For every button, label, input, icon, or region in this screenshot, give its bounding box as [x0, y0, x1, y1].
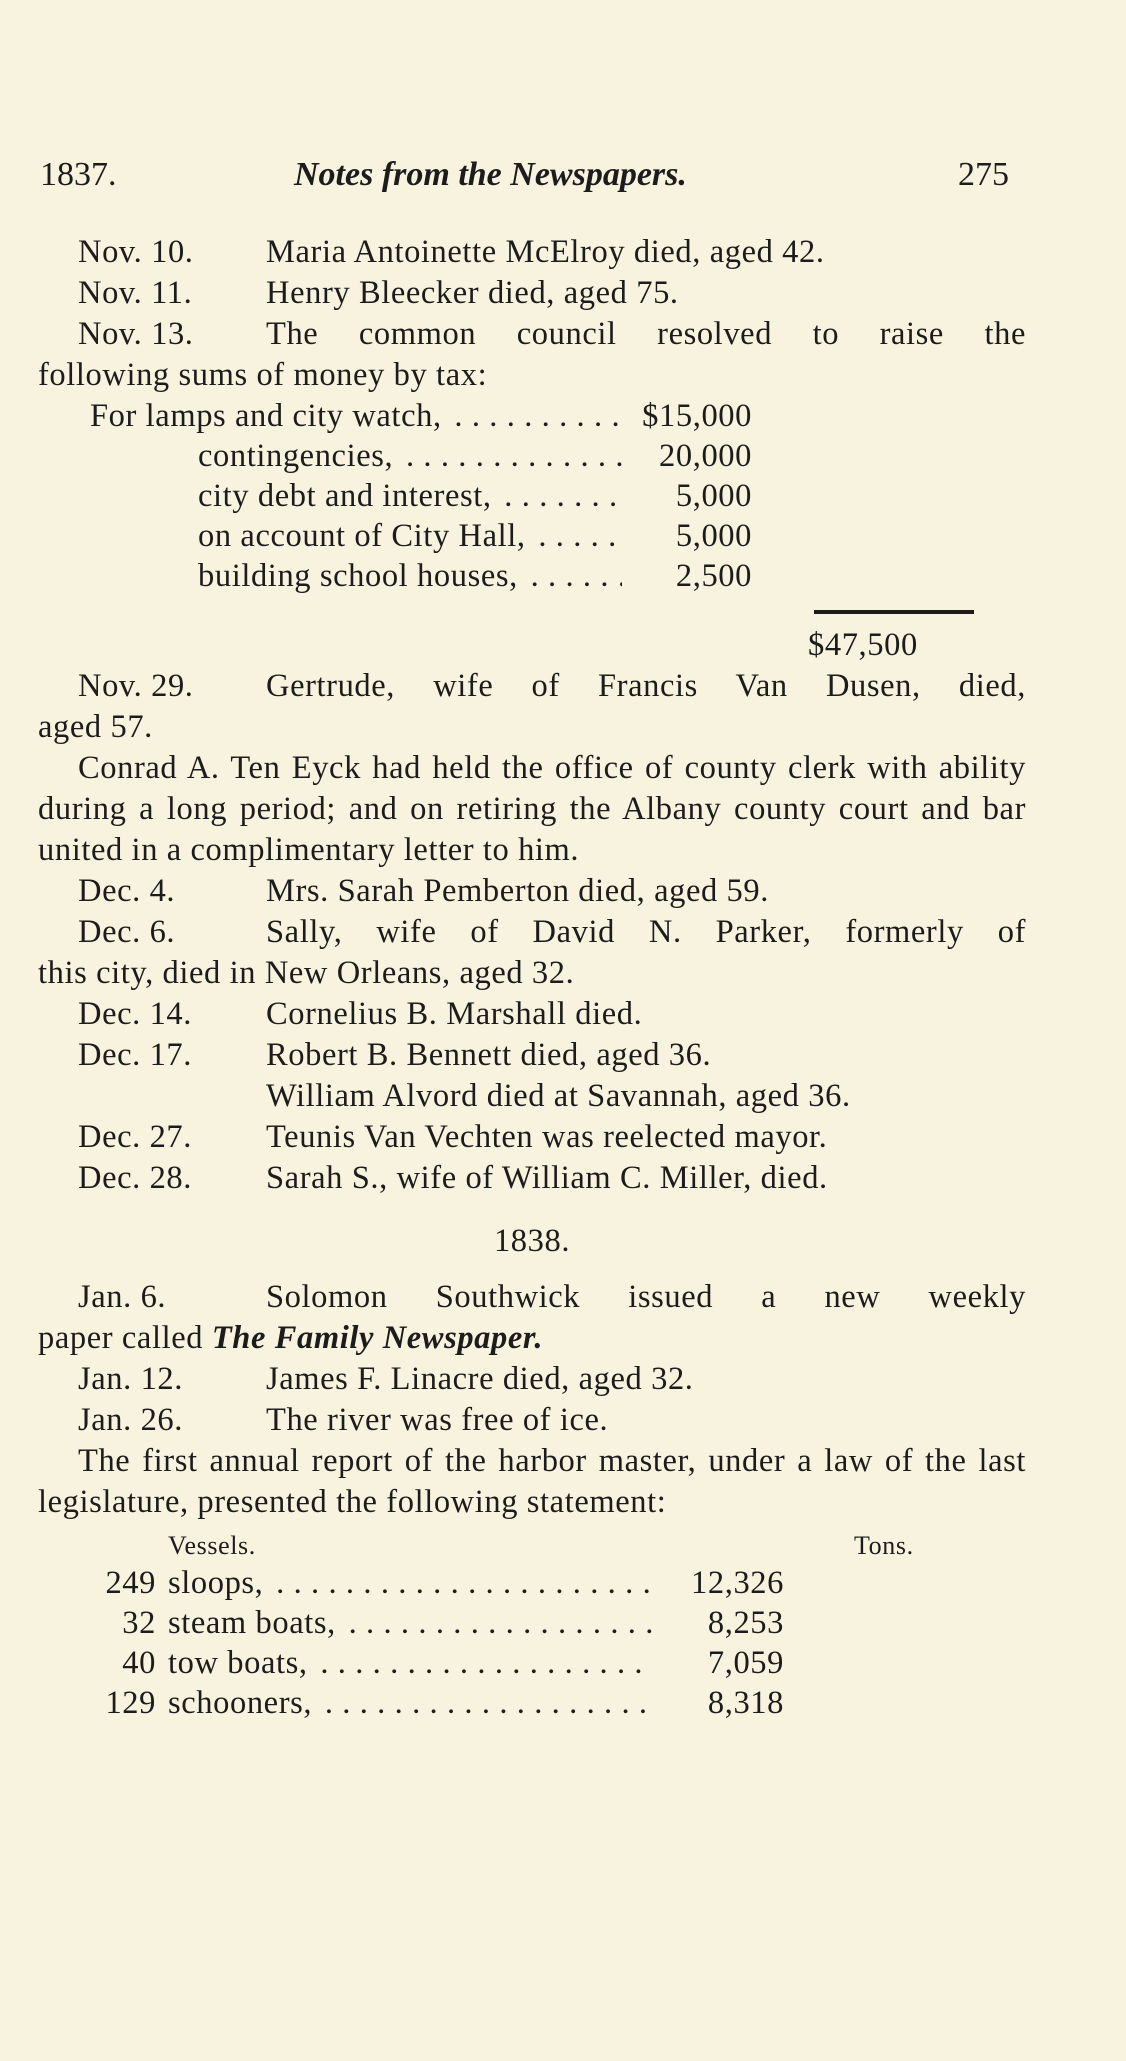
col-tons: Tons. — [854, 1531, 914, 1560]
ledger-row — [38, 436, 1026, 476]
col-vessels: Vessels. — [168, 1531, 256, 1560]
entry-text: James F. Linacre died, aged 32. — [266, 1361, 694, 1397]
ledger-label: building school houses, — [198, 558, 522, 594]
header-title: Notes from the Newspapers. — [294, 156, 687, 193]
entry-text: Sarah S., wife of William C. Miller, died. — [266, 1160, 828, 1196]
entry-text: Mrs. Sarah Pemberton died, aged 59. — [266, 873, 769, 909]
header-year: 1837. — [40, 156, 117, 193]
entry-row — [38, 994, 1026, 1035]
vessels-table — [38, 1563, 1026, 1723]
newspaper-title: The Family Newspaper. — [211, 1320, 544, 1356]
running-header — [0, 156, 1126, 204]
entry-date: Dec. 28. — [78, 1160, 192, 1196]
vessel-row — [38, 1563, 1026, 1603]
paragraph-ten-eyck: Conrad A. Ten Eyck had held the office of county clerk with ability during a long period; and on retiring the Albany county court and bar united in a complimentary letter to him. — [38, 750, 1026, 868]
entry-date: Nov. 13. — [78, 316, 194, 352]
vessel-count: 249 — [105, 1565, 156, 1601]
vessel-type: tow boats, — [168, 1645, 312, 1681]
vessel-count: 40 — [122, 1645, 156, 1681]
entry-row — [38, 1035, 1026, 1076]
entry-date: Nov. 29. — [78, 668, 194, 704]
vessel-count: 32 — [122, 1605, 156, 1641]
entry-text: Gertrude, wife of Francis Van Dusen, died, — [266, 668, 1026, 704]
entry-row — [38, 666, 1026, 707]
ledger-total: $47,500 — [808, 627, 918, 663]
entry-text: Henry Bleecker died, aged 75. — [266, 275, 679, 311]
ledger-label: For lamps and city watch, — [90, 398, 446, 434]
entry-continuation — [38, 1318, 1026, 1359]
vessel-tons: 8,318 — [707, 1685, 784, 1721]
entry-row — [38, 912, 1026, 953]
ledger-amount: 2,500 — [675, 558, 752, 594]
ledger-row — [38, 516, 1026, 556]
vessel-row — [38, 1643, 1026, 1683]
entry-text: Solomon Southwick issued a new weekly — [266, 1279, 1026, 1315]
entry-date: Nov. 11. — [78, 275, 193, 311]
ledger-amount: 5,000 — [675, 518, 752, 554]
entry-continuation — [38, 953, 1026, 994]
entry-text: The river was free of ice. — [266, 1402, 609, 1438]
ledger-row — [38, 396, 1026, 436]
vessel-type: steam boats, — [168, 1605, 340, 1641]
entry-date — [38, 1076, 266, 1117]
entry-date: Jan. 12. — [78, 1361, 183, 1397]
ledger-label: city debt and interest, — [198, 478, 496, 514]
entry-text: Robert B. Bennett died, aged 36. — [266, 1037, 712, 1073]
page-body — [38, 232, 1026, 1723]
ledger-row — [38, 476, 1026, 516]
entry-text: Teunis Van Vechten was reelected mayor. — [266, 1119, 828, 1155]
vessel-tons: 12,326 — [691, 1565, 784, 1601]
entry-text: Cornelius B. Marshall died. — [266, 996, 643, 1032]
entry-text: Maria Antoinette McElroy died, aged 42. — [266, 234, 825, 270]
vessel-count: 129 — [105, 1685, 156, 1721]
vessel-type: sloops, — [168, 1565, 267, 1601]
entry-text: aged 57. — [38, 709, 153, 745]
paragraph-harbor-report: The first annual report of the harbor master, under a law of the last legislature, presented the following statement: — [38, 1443, 1026, 1520]
entry-row — [38, 1117, 1026, 1158]
entry-text: following sums of money by tax: — [38, 357, 488, 393]
entry-row — [38, 1158, 1026, 1199]
vessel-tons: 8,253 — [707, 1605, 784, 1641]
ledger-label: contingencies, — [198, 438, 397, 474]
entry-row — [38, 1400, 1026, 1441]
ledger-amount: 5,000 — [675, 478, 752, 514]
vessel-row — [38, 1603, 1026, 1643]
entry-row — [38, 1359, 1026, 1400]
entry-text: The common council resolved to raise the — [266, 316, 1026, 352]
entry-row — [38, 871, 1026, 912]
vessel-tons: 7,059 — [707, 1645, 784, 1681]
entry-row — [38, 273, 1026, 314]
entry-row — [38, 1076, 1026, 1117]
entry-text: William Alvord died at Savannah, aged 36. — [266, 1078, 851, 1114]
entry-date: Dec. 4. — [78, 873, 176, 909]
ledger-label: on account of City Hall, — [198, 518, 530, 554]
ledger-amount: 20,000 — [659, 438, 752, 474]
entry-row — [38, 1277, 1026, 1318]
entry-date: Dec. 14. — [78, 996, 192, 1032]
year-heading-1838: 1838. — [493, 1223, 571, 1259]
entry-date: Dec. 17. — [78, 1037, 192, 1073]
entry-text: paper called — [38, 1320, 212, 1356]
entry-row — [38, 314, 1026, 355]
ledger-amount: $15,000 — [642, 398, 752, 434]
entry-date: Dec. 6. — [78, 914, 176, 950]
ledger-row — [38, 556, 1026, 596]
vessels-table-header — [38, 1527, 1026, 1563]
entry-continuation — [38, 355, 1026, 396]
entry-text: Sally, wife of David N. Parker, formerly of — [266, 914, 1026, 950]
entry-date: Dec. 27. — [78, 1119, 192, 1155]
tax-ledger — [38, 396, 1026, 666]
vessel-type: schooners, — [168, 1685, 316, 1721]
entry-date: Nov. 10. — [78, 234, 194, 270]
entry-date: Jan. 26. — [78, 1402, 183, 1438]
entry-text: this city, died in New Orleans, aged 32. — [38, 955, 575, 991]
entry-row — [38, 232, 1026, 273]
page-number: 275 — [958, 156, 1009, 193]
entry-continuation — [38, 707, 1026, 748]
vessel-row — [38, 1683, 1026, 1723]
entry-date: Jan. 6. — [78, 1279, 167, 1315]
sum-rule — [814, 610, 974, 614]
